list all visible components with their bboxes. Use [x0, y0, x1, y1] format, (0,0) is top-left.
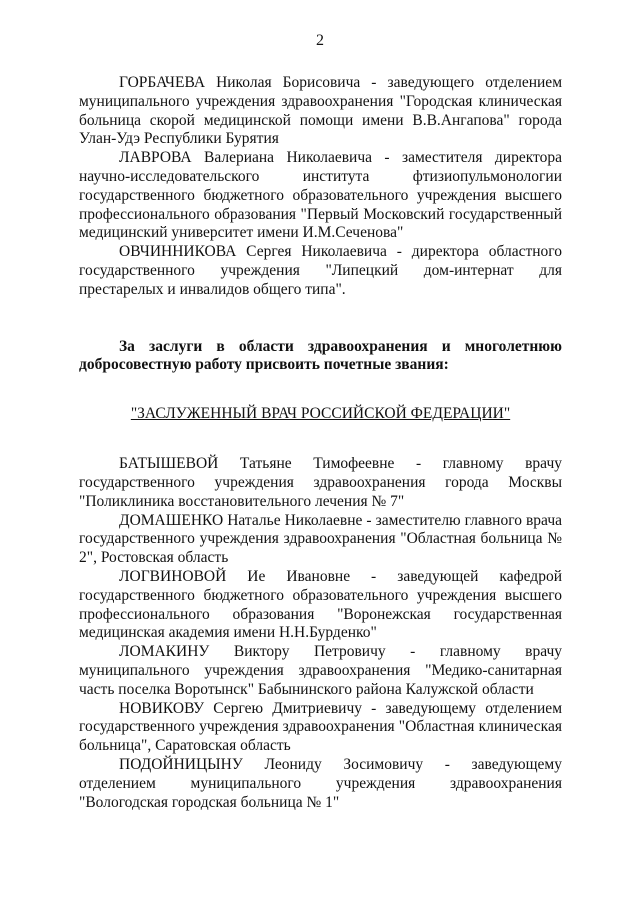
award-entry-lomakin: ЛОМАКИНУ Виктору Петровичу - главному врачу муниципального учреждения здравоохранения "Медико-санитарная часть поселка Воротынск" Бабынинского района Калужской области [79, 643, 562, 698]
award-entry-logvinova: ЛОГВИНОВОЙ Ие Ивановне - заведующей кафедрой государственного бюджетного образовательного учреждения высшего профессионального образования "Воронежская государственная медицинская академия имени Н.Н.Бурденко" [79, 567, 562, 642]
document-body [79, 74, 562, 812]
award-entry-gorbachev: ГОРБАЧЕВА Николая Борисовича - заведующего отделением муниципального учреждения здравоохранения "Городская клиническая больница скорой медицинской помощи имени В.В.Ангапова" города Улан-Удэ Республики Бурятия [79, 74, 562, 148]
award-entry-ovchinnikov: ОВЧИННИКОВА Сергея Николаевича - директора областного государственного учреждения "Липецкий дом-интернат для престарелых и инвалидов общего типа". [79, 243, 562, 298]
award-entry-podoynitsyn: ПОДОЙНИЦЫНУ Леониду Зосимовичу - заведующему отделением муниципального учреждения здравоохранения "Вологодская городская больница № 1" [79, 755, 562, 811]
award-entry-novikov: НОВИКОВУ Сергею Дмитриевичу - заведующему отделением государственного учреждения здравоохранения "Областная клиническая больница", Саратовская область [79, 699, 562, 755]
page-number: 2 [316, 32, 324, 49]
decree-paragraph: За заслуги в области здравоохранения и многолетнюю добросовестную работу присвоить почетные звания: [79, 337, 562, 374]
award-entry-lavrov: ЛАВРОВА Валериана Николаевича - заместителя директора научно-исследовательского института фтизиопульмонологии государственного бюджетного образовательного учреждения высшего профессионального образования "Первый Московский государственный медицинский университет имени И.М.Сеченова" [79, 149, 562, 242]
award-entry-batysheva: БАТЫШЕВОЙ Татьяне Тимофеевне - главному врачу государственного учреждения здравоохранения города Москвы "Поликлиника восстановительного лечения № 7" [79, 455, 562, 510]
award-entry-domashenko: ДОМАШЕНКО Наталье Николаевне - заместителю главного врача государственного учреждения здравоохранения "Областная больница № 2", Ростовская область [79, 511, 562, 567]
section-title: "ЗАСЛУЖЕННЫЙ ВРАЧ РОССИЙСКОЙ ФЕДЕРАЦИИ" [130, 405, 511, 423]
